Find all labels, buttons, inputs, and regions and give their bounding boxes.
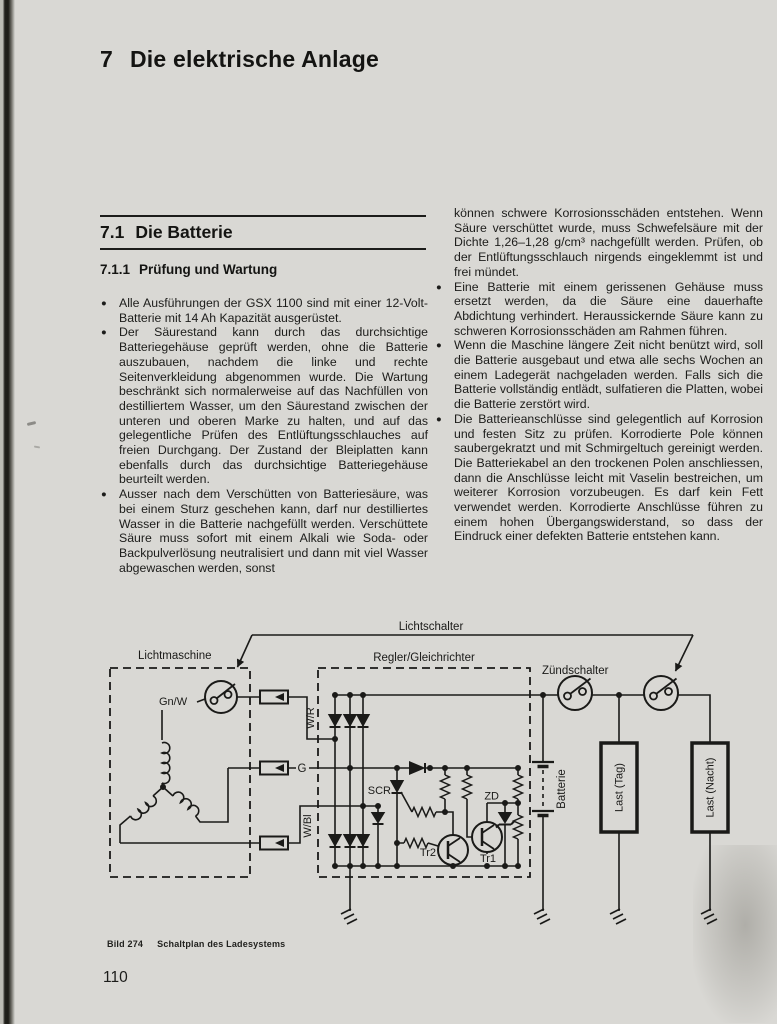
label-last-nacht: Last (Nacht) (704, 757, 717, 818)
label-tr1: Tr1 (479, 853, 497, 865)
bullet-text: Die Batterieanschlüsse sind gelegentlich auf Korrosion und festen Sitz zu prüfen. Korrodierte Pole können saubergekratzt und mit Schmirgeltuch gereinigt werden. Die Batteriekabel an den trockenen Polen anschliessen, dann die Anschlüsse leicht mit Vaselin bestreichen, um weiterer Korrosion vorzubeugen. Es darf kein Fett verwendet werden. Korrodierte Anschlüsse führen zu einem hohen Übergangswiderstand, so dass der Eindruck einer defekten Batterie entstehen kann. (454, 411, 763, 544)
transistor-tr2-symbol (438, 835, 468, 865)
text-column-right (436, 206, 763, 544)
subsection-number: 7.1.1 (100, 262, 131, 277)
label-gn-w: Gn/W (159, 696, 188, 708)
label-last-tag: Last (Tag) (613, 763, 626, 812)
charging-system-schematic (95, 615, 765, 945)
subsection-heading (100, 262, 277, 277)
bullet-item (436, 412, 763, 544)
ground-icon (534, 909, 550, 924)
bullet-marker: ● (436, 281, 442, 293)
figure-caption (107, 939, 285, 949)
ignition-switch-symbol (558, 676, 592, 710)
chapter-heading (100, 46, 379, 73)
bullet-text: Eine Batterie mit einem gerissenen Gehäuse muss ersetzt werden, da die Säure eine dauerhafte Abdichtung verhindert. Heraussickernde Säure kann zu schweren Korrosionsschäden am Rahmen führen. (454, 279, 763, 338)
resistor (514, 775, 523, 799)
stator-coils (130, 743, 201, 823)
bullet-text: Alle Ausführungen der GSX 1100 sind mit einer 12-Volt-Batterie mit 14 Ah Kapazität ausgerüstet. (119, 296, 428, 325)
figure-caption-text: Schaltplan des Ladesystems (157, 939, 286, 949)
section-number: 7.1 (100, 222, 125, 242)
subsection-title: Prüfung und Wartung (139, 262, 278, 277)
label-lichtmaschine: Lichtmaschine (138, 650, 212, 662)
scan-artifact (27, 421, 36, 426)
section-title: Die Batterie (135, 222, 233, 242)
scan-artifact (34, 446, 40, 449)
bullet-item (101, 296, 428, 325)
bullet-item (436, 338, 763, 412)
bullet-marker: ● (436, 413, 442, 425)
ground-icon (610, 909, 626, 924)
figure-caption-label: Bild 274 (107, 939, 144, 949)
bullet-item (436, 280, 763, 339)
binding-edge (0, 0, 15, 1024)
connector-icon (260, 691, 288, 704)
label-zd: ZD (484, 790, 499, 803)
chapter-title: Die elektrische Anlage (130, 46, 379, 72)
bullet-marker: ● (101, 327, 107, 339)
resistor (514, 815, 523, 839)
label-batterie: Batterie (556, 769, 568, 809)
zener-diode-symbol (496, 813, 514, 828)
text-column-left (101, 296, 428, 575)
resistor (441, 775, 450, 799)
label-scr: SCR (367, 785, 391, 797)
bullet-text: Ausser nach dem Verschütten von Batteriesäure, was bei einem Sturz geschehen kann, darf nur destilliertes Wasser in die Batterie nachgefüllt werden. Verschüttete Säure muss sofort mit einem Alkali wie Soda- oder Backpulverlösung neutralisiert und dann mit viel Wasser abgewaschen werden, sonst (119, 487, 428, 575)
label-w-bl: W/Bl (302, 814, 314, 838)
paragraph-continuation: können schwere Korrosionsschäden entstehen. Wenn Säure verschüttet wurde, muss Schwefelsäure mit der Dichte 1,26–1,28 g/cm³ nachgefüllt werden. Prüfen, ob der Entlüftungsschlauch nirgends eingeklemmt ist und frei mündet. (454, 206, 763, 279)
chapter-number: 7 (100, 46, 113, 72)
bullet-marker: ● (101, 489, 107, 501)
label-g: G (297, 763, 307, 775)
label-regler: Regler/Gleichrichter (373, 652, 475, 664)
label-zuendschalter: Zündschalter (542, 665, 609, 677)
section-heading-block (100, 215, 426, 250)
label-lichtschalter: Lichtschalter (398, 621, 464, 633)
bullet-item (101, 325, 428, 487)
connector-icon (260, 762, 288, 775)
label-w-r: W/R (305, 707, 317, 729)
bullet-text: Der Säurestand kann durch das durchsichtige Batteriegehäuse geprüft werden, ohne die Batterie auszubauen, nachdem die linke und rechte Seitenverkleidung abgenommen wurde. Die Wartung beschränkt sich normalerweise auf das Nachfüllen von destilliertem Wasser, um den Säurestand zwischen der unteren und oberen Marke zu halten, und auf das gelegentliche Prüfen des Entlüftungsschlauches auf freien Durchgang. Der Zustand der Bleiplatten kann ebenfalls durch das durchsichtige Batteriegehäuse beurteilt werden. (119, 325, 428, 487)
resistor (412, 808, 436, 817)
label-tr2: Tr2 (419, 847, 436, 859)
bullet-marker: ● (101, 298, 107, 309)
bullet-text: Wenn die Maschine längere Zeit nicht benützt wird, soll die Batterie ausgebaut und etwa alle sechs Wochen an einem Ladegerät nachgeladen werden. Falls sich die Batterie vollständig entlädt, sulfatieren die Platten, wobei die Batterie zerstört wird. (454, 338, 763, 412)
ground-icon (701, 909, 717, 924)
transistor-tr1-symbol (472, 822, 502, 852)
ground-icon (341, 909, 357, 924)
light-switch-symbol-2 (644, 676, 678, 710)
bullet-item (101, 487, 428, 575)
scr-symbol (392, 781, 403, 793)
connector-icon (260, 837, 288, 850)
resistor (463, 775, 472, 799)
light-switch-symbol (205, 681, 237, 713)
bullet-marker: ● (436, 340, 442, 352)
page-number: 110 (103, 969, 128, 986)
